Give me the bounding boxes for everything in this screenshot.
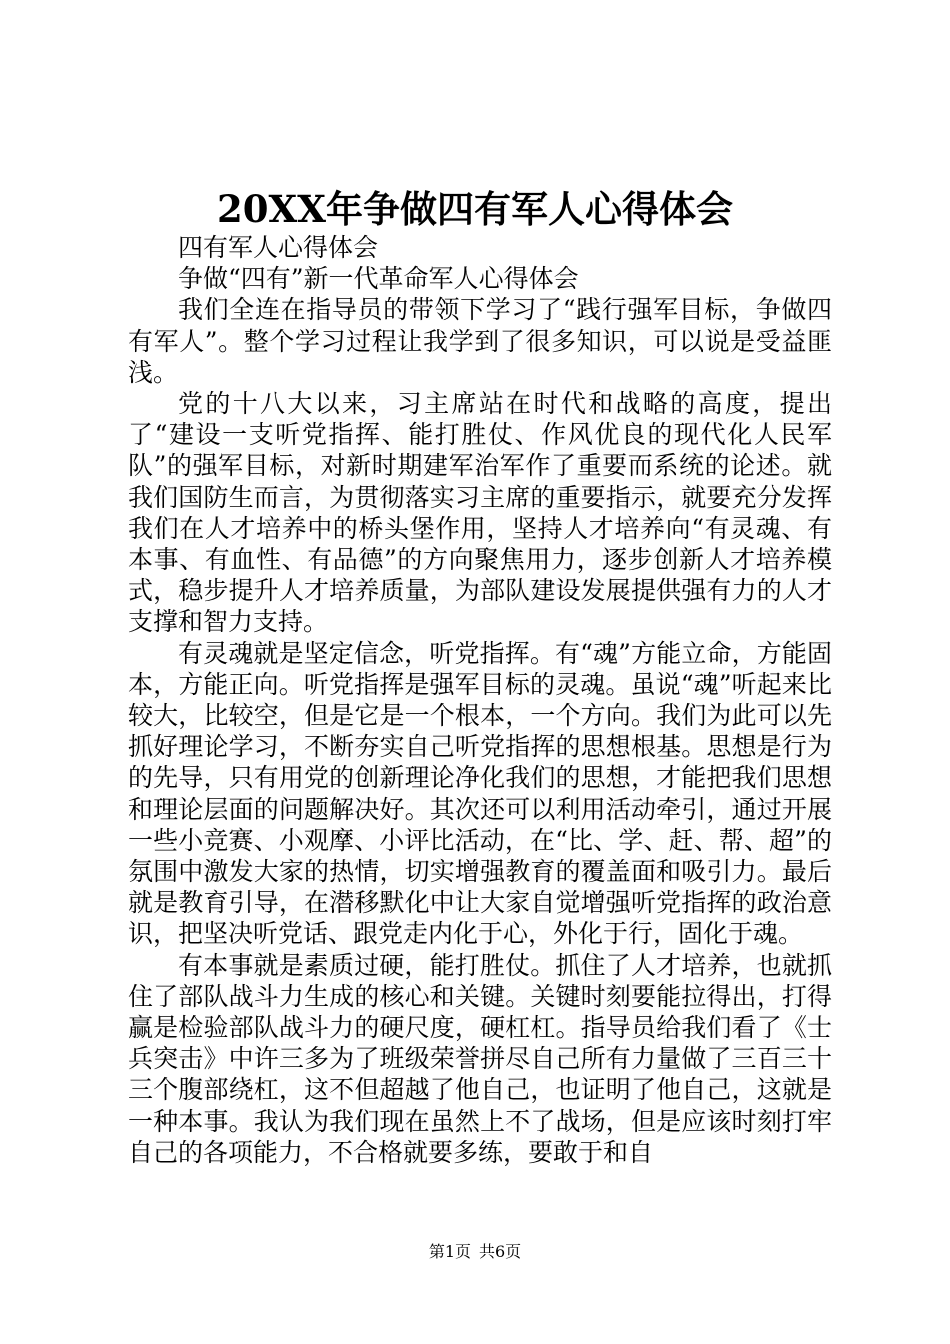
paragraph: 四有军人心得体会 bbox=[178, 233, 379, 262]
paragraph: 党的十八大以来，习主席站在时代和战略的高度，提出了“建设一支听党指挥、能打胜仗、作风优良的现代化人民军队”的强军目标，对新时期建军治军作了重要而系统的论述。就我们国防生而言，为贯彻落实习主席的重要指示，就要充分发挥我们在人才培养中的桥头堡作用，坚持人才培养向“有灵魂、有本事、有血性、有品德”的方向聚焦用力，逐步创新人才培养模式，稳步提升人才培养质量，为部队建设发展提供强有力的人才支撑和智力支持。 bbox=[128, 389, 832, 637]
page-footer bbox=[0, 1242, 950, 1262]
paragraph: 有灵魂就是坚定信念，听党指挥。有“魂”方能立命，方能固本，方能正向。听党指挥是强军目标的灵魂。虽说“魂”听起来比较大，比较空，但是它是一个根本，一个方向。我们为此可以先抓好理论学习，不断夯实自己听党指挥的思想根基。思想是行为的先导，只有用党的创新理论净化我们的思想，才能把我们思想和理论层面的问题解决好。其次还可以利用活动牵引，通过开展一些小竞赛、小观摩、小评比活动，在“比、学、赶、帮、超”的氛围中激发大家的热情，切实增强教育的覆盖面和吸引力。最后就是教育引导，在潜移默化中让大家自觉增强听党指挥的政治意识，把坚决听党话、跟党走内化于心，外化于行，固化于魂。 bbox=[128, 638, 832, 949]
paragraph: 我们全连在指导员的带领下学习了“践行强军目标，争做四有军人”。整个学习过程让我学到了很多知识，可以说是受益匪浅。 bbox=[128, 295, 832, 387]
document-body bbox=[128, 232, 832, 1168]
page-number: 第1页 bbox=[428, 1242, 471, 1261]
page-total: 共6页 bbox=[479, 1242, 522, 1261]
paragraph: 有本事就是素质过硬，能打胜仗。抓住了人才培养，也就抓住了部队战斗力生成的核心和关键。关键时刻要能拉得出，打得赢是检验部队战斗力的硬尺度，硬杠杠。指导员给我们看了《士兵突击》中许三多为了班级荣誉拼尽自己所有力量做了三百三十三个腹部绕杠，这不但超越了他自己，也证明了他自己，这就是一种本事。我认为我们现在虽然上不了战场，但是应该时刻打牢自己的各项能力，不合格就要多练，要敢于和自 bbox=[128, 950, 832, 1167]
document-title: 20XX年争做四有军人心得体会 bbox=[217, 187, 733, 231]
paragraph: 争做“四有”新一代革命军人心得体会 bbox=[178, 264, 579, 294]
